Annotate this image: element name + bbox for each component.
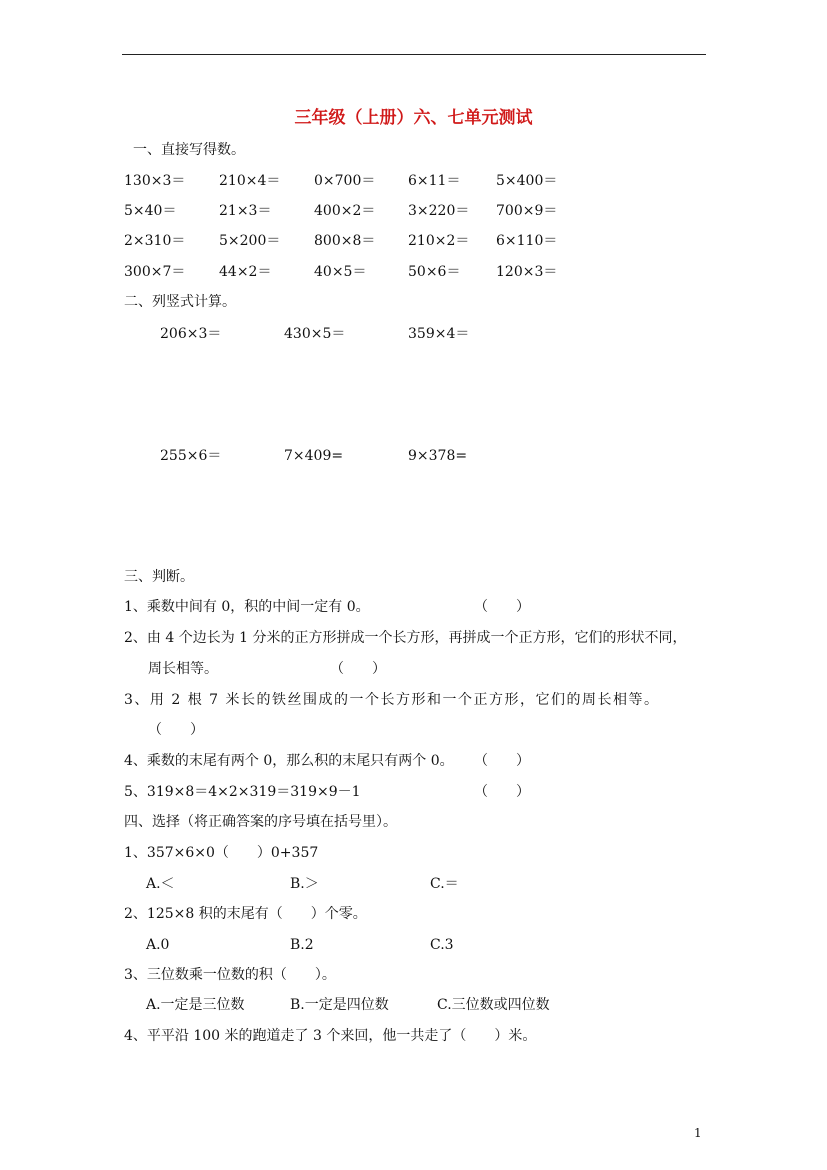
s1-r4-c5: 120×3＝ — [496, 264, 558, 280]
s1-r2-c1: 5×40＝ — [124, 203, 177, 219]
s2-r1-c3: 359×4＝ — [408, 326, 470, 342]
s3-q2-bracket[interactable]: （ ） — [330, 661, 386, 677]
s3-q4: 4、乘数的末尾有两个 0，那么积的末尾只有两个 0。 — [124, 753, 454, 769]
s1-r1-c3: 0×700＝ — [314, 173, 376, 189]
s4-q1-option-c: C.＝ — [430, 876, 459, 892]
s1-r4-c1: 300×7＝ — [124, 264, 186, 280]
s2-r2-c1: 255×6＝ — [160, 448, 222, 464]
page-title: 三年级（上册）六、七单元测试 — [294, 108, 533, 128]
s1-r1-c1: 130×3＝ — [124, 173, 186, 189]
s3-q5: 5、319×8＝4×2×319＝319×9－1 — [124, 784, 361, 800]
s4-q2-option-c: C.3 — [430, 937, 454, 953]
s1-r2-c5: 700×9＝ — [496, 203, 558, 219]
s4-q2-option-b: B.2 — [290, 937, 314, 953]
s3-q2-line2: 周长相等。 — [148, 661, 218, 677]
s4-q1-option-b: B.＞ — [290, 876, 319, 892]
s2-r2-c3: 9×378= — [408, 448, 468, 464]
s4-q4: 4、平平沿 100 米的跑道走了 3 个来回，他一共走了（ ）米。 — [124, 1028, 537, 1044]
s3-q3-line1: 3、用 2 根 7 米长的铁丝围成的一个长方形和一个正方形，它们的周长相等。 — [124, 692, 660, 708]
s4-q1: 1、357×6×0（ ）0+357 — [124, 845, 319, 861]
s1-r2-c4: 3×220＝ — [408, 203, 470, 219]
section4-heading: 四、选择（将正确答案的序号填在括号里）。 — [124, 814, 397, 830]
s4-q3: 3、三位数乘一位数的积（ ）。 — [124, 967, 336, 983]
s4-q3-option-a: A.一定是三位数 — [146, 997, 245, 1013]
header-rule — [122, 54, 706, 55]
s2-r2-c2: 7×409= — [284, 448, 344, 464]
s1-r1-c4: 6×11＝ — [408, 173, 461, 189]
s1-r1-c5: 5×400＝ — [496, 173, 558, 189]
s1-r3-c2: 5×200＝ — [219, 233, 281, 249]
s4-q1-option-a: A.＜ — [146, 876, 175, 892]
s1-r3-c1: 2×310＝ — [124, 233, 186, 249]
s1-r4-c4: 50×6＝ — [408, 264, 461, 280]
s3-q4-bracket[interactable]: （ ） — [474, 753, 530, 769]
s4-q2: 2、125×8 积的末尾有（ ）个零。 — [124, 906, 367, 922]
s3-q5-bracket[interactable]: （ ） — [474, 784, 530, 800]
s3-q1-bracket[interactable]: （ ） — [474, 599, 530, 615]
s3-q1: 1、乘数中间有 0，积的中间一定有 0。 — [124, 599, 370, 615]
section2-heading: 二、列竖式计算。 — [124, 294, 236, 310]
section3-heading: 三、判断。 — [124, 569, 194, 585]
s1-r3-c4: 210×2＝ — [408, 233, 470, 249]
s4-q3-option-c: C.三位数或四位数 — [437, 997, 550, 1013]
s4-q2-option-a: A.0 — [146, 937, 170, 953]
s1-r4-c2: 44×2＝ — [219, 264, 272, 280]
s2-r1-c1: 206×3＝ — [160, 326, 222, 342]
s1-r4-c3: 40×5＝ — [314, 264, 367, 280]
s1-r2-c3: 400×2＝ — [314, 203, 376, 219]
section1-heading: 一、直接写得数。 — [133, 142, 245, 158]
s1-r3-c5: 6×110＝ — [496, 233, 558, 249]
s1-r2-c2: 21×3＝ — [219, 203, 272, 219]
s1-r3-c3: 800×8＝ — [314, 233, 376, 249]
s1-r1-c2: 210×4＝ — [219, 173, 281, 189]
s2-r1-c2: 430×5＝ — [284, 326, 346, 342]
s4-q3-option-b: B.一定是四位数 — [290, 997, 389, 1013]
page-number: 1 — [694, 1126, 702, 1140]
s3-q3-bracket[interactable]: （ ） — [148, 722, 204, 738]
s3-q2-line1: 2、由 4 个边长为 1 分米的正方形拼成一个长方形，再拼成一个正方形，它们的形状不同， — [124, 630, 687, 646]
